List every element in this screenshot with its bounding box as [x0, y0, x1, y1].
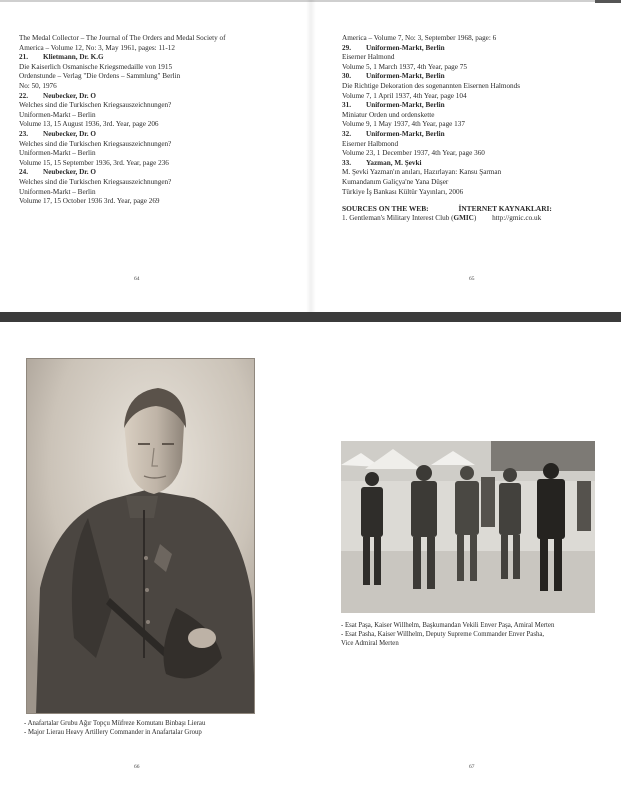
entry-line: Uniformen-Markt – Berlin: [19, 149, 96, 158]
caption-line-en: - Major Lierau Heavy Artillery Commander in Anafartalar Group: [24, 729, 202, 736]
entry-line: Miniatur Orden und ordenskette: [342, 110, 435, 119]
web-sources-heading: [342, 204, 612, 214]
corner-mark: [595, 0, 621, 3]
entry-author: Neubecker, Dr. O: [43, 168, 96, 177]
entry-number: 22.: [19, 91, 28, 100]
portrait-photo: [26, 358, 255, 714]
caption-line-tr: - Anafartalar Grubu Ağır Topçu Müfreze Komutanı Binbaşı Lierau: [24, 720, 206, 727]
bibliography-entry: [342, 44, 612, 73]
entry-line: Türkiye İş Bankası Kültür Yayınları, 2006: [342, 187, 464, 196]
intro-line: America – Volume 7, No: 3, September 1968, page: 6: [342, 34, 497, 42]
bibliography-column-right: [342, 34, 612, 223]
entry-number: 33.: [342, 158, 351, 167]
caption-line-en-cont: Vice Admiral Merten: [341, 640, 399, 647]
entry-line: Uniformen-Markt – Berlin: [19, 110, 96, 119]
intro-line: America – Volume 12, No: 3, May 1961, pages: 11-12: [19, 43, 175, 52]
entry-line: Volume 15, 15 September 1936, 3rd. Year, page 236: [19, 158, 169, 167]
bibliography-entry: [342, 159, 612, 197]
entry-author: Neubecker, Dr. O: [43, 91, 96, 100]
bibliography-entry: [19, 92, 304, 130]
intro-line: The Medal Collector – The Journal of The Orders and Medal Society of: [19, 34, 226, 42]
entry-author: Uniformen-Markt, Berlin: [366, 129, 445, 138]
web-source-name: 1. Gentleman's Military Interest Club (: [342, 213, 454, 222]
entry-line: Welches sind die Turkischen Kriegsauszeichnungen?: [19, 177, 172, 186]
web-source-paren: ): [473, 213, 477, 222]
web-heading-en: SOURCES ON THE WEB:: [342, 204, 429, 214]
parade-caption: [341, 621, 554, 648]
entry-line: Volume 13, 15 August 1936, 3rd. Year, page 206: [19, 120, 159, 129]
portrait-caption: [24, 719, 205, 737]
entry-line: Ordenstunde – Verlag "Die Ordens – Sammlung" Berlin: [19, 72, 181, 81]
entry-number: 32.: [342, 129, 351, 138]
entry-author: Yazman, M. Şevki: [366, 158, 422, 167]
page-number: 65: [469, 276, 475, 282]
entry-line: Welches sind die Turkischen Kriegsauszeichnungen?: [19, 101, 172, 110]
entry-author: Uniformen-Markt, Berlin: [366, 101, 445, 110]
bibliography-column-left: [19, 34, 304, 207]
web-source-abbr: GMIC: [453, 213, 474, 222]
spread-divider: [0, 312, 621, 322]
entry-line: Uniformen-Markt – Berlin: [19, 187, 96, 196]
entry-line: Die Kaiserlich Osmanische Kriegsmedaille von 1915: [19, 62, 173, 71]
entry-line: Volume 7, 1 April 1937, 4th Year, page 104: [342, 91, 467, 100]
entry-number: 30.: [342, 72, 351, 81]
top-page-spread: [0, 0, 621, 312]
bibliography-entry: [342, 72, 612, 101]
entry-number: 21.: [19, 53, 28, 62]
entry-author: Neubecker, Dr. O: [43, 129, 96, 138]
entry-line: Volume 23, 1 December 1937, 4th Year, page 360: [342, 149, 485, 158]
entry-author: Uniformen-Markt, Berlin: [366, 43, 445, 52]
bibliography-entry: [19, 130, 304, 168]
page-number: 64: [134, 276, 140, 282]
entry-line: Volume 9, 1 May 1937, 4th Year, page 137: [342, 120, 465, 129]
caption-line-tr: - Esat Paşa, Kaiser Willhelm, Başkumandan Vekili Enver Paşa, Amiral Merten: [341, 622, 555, 629]
entry-line: Eiserner Halbmond: [342, 139, 399, 148]
web-heading-tr: İNTERNET KAYNAKLARI:: [458, 204, 552, 214]
gutter-shadow: [306, 0, 316, 312]
entry-line: Welches sind die Turkischen Kriegsauszeichnungen?: [19, 139, 172, 148]
bibliography-entry: [19, 168, 304, 206]
entry-line: No: 50, 1976: [19, 81, 57, 90]
entry-line: Eiserner Halmond: [342, 53, 395, 62]
entry-line: M. Şevki Yazman'ın anıları, Hazırlayan: Kansu Şarman: [342, 168, 502, 177]
entry-number: 29.: [342, 43, 351, 52]
entry-number: 31.: [342, 101, 351, 110]
page-number: 66: [134, 764, 140, 770]
entry-number: 24.: [19, 168, 28, 177]
entry-line: Kumandanım Galiçya'ne Yana Düşer: [342, 177, 449, 186]
page-number: 67: [469, 764, 475, 770]
entry-line: Volume 17, 15 October 1936 3rd. Year, page 269: [19, 197, 160, 206]
caption-line-en: - Esat Pasha, Kaiser Willhelm, Deputy Supreme Commander Enver Pasha,: [341, 631, 545, 638]
bibliography-entry: [342, 101, 612, 130]
bibliography-entry: [19, 53, 304, 91]
entry-line: Volume 5, 1 March 1937, 4th Year, page 75: [342, 62, 467, 71]
parade-photo: [341, 441, 595, 613]
entry-author: Uniformen-Markt, Berlin: [366, 72, 445, 81]
entry-line: Die Richtige Dekoration des sogenannten Eisernen Halmonds: [342, 81, 521, 90]
entry-author: Klietmann, Dr. K.G: [43, 53, 104, 62]
entry-number: 23.: [19, 129, 28, 138]
web-source-url[interactable]: http://gmic.co.uk: [492, 213, 542, 222]
bibliography-entry: [342, 130, 612, 159]
web-source-item: [342, 214, 612, 224]
